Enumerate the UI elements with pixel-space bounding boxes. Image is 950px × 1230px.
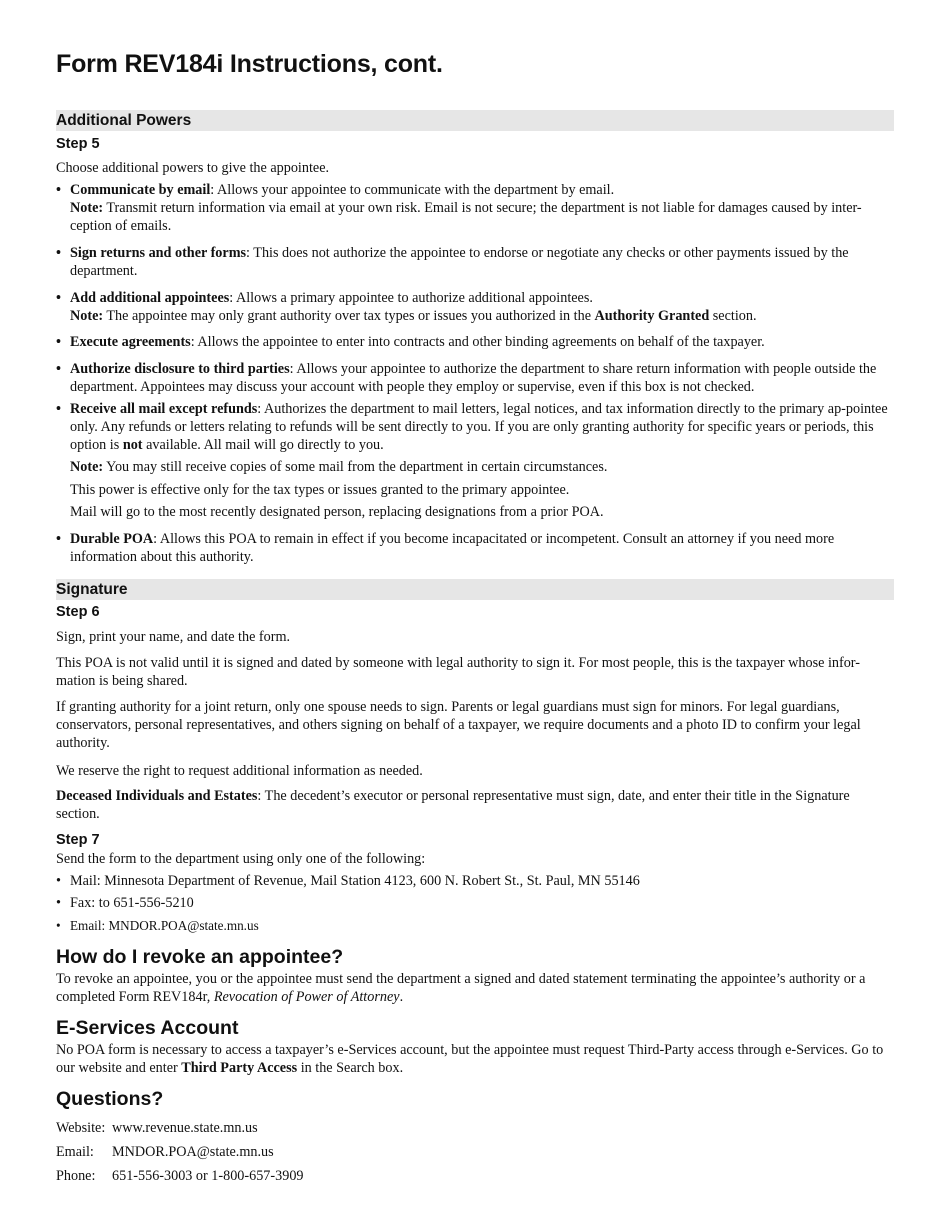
text-end: in the Search box. bbox=[297, 1060, 404, 1076]
bullet: • bbox=[56, 895, 61, 911]
option-text: Email: MNDOR.POA@state.mn.us bbox=[70, 918, 259, 933]
desc: : Allows your appointee to authorize the department to share return information with people outside the department. Appointees may discuss your account with people they employ or supervise, even if this box is not checked. bbox=[70, 361, 877, 395]
desc-end: available. All mail will go directly to you. bbox=[142, 437, 384, 453]
step-7-label: Step 7 bbox=[56, 832, 100, 848]
deceased-paragraph bbox=[56, 787, 896, 823]
option-text: Fax: to 651-556-5210 bbox=[70, 895, 194, 911]
signature-p4: We reserve the right to request additional information as needed. bbox=[56, 763, 423, 779]
text: To revoke an appointee, you or the appointee must send the department a signed and dated statement terminating the appointee’s authority or a completed Form REV184r, bbox=[56, 971, 866, 1005]
note: Transmit return information via email at your own risk. Email is not secure; the department is not liable for damages caused by inter-ception of emails. bbox=[70, 200, 862, 234]
contact-website bbox=[56, 1119, 258, 1137]
option-text: Mail: Minnesota Department of Revenue, Mail Station 4123, 600 N. Robert St., St. Paul, MN 55146 bbox=[70, 873, 640, 889]
term: Durable POA bbox=[70, 531, 154, 547]
term: Receive all mail except refunds bbox=[70, 401, 258, 417]
email-link[interactable]: MNDOR.POA@state.mn.us bbox=[112, 1144, 274, 1160]
form-title: Revocation of Power of Attorney bbox=[213, 989, 400, 1005]
step-6-label: Step 6 bbox=[56, 604, 100, 620]
list-item-email bbox=[56, 181, 896, 235]
contact-label: Website: bbox=[56, 1120, 106, 1136]
send-option-mail bbox=[56, 872, 896, 890]
revoke-heading: How do I revoke an appointee? bbox=[56, 946, 344, 968]
note: The appointee may only grant authority over tax types or issues you authorized in the bbox=[103, 308, 595, 324]
list-item-disclose bbox=[56, 360, 896, 396]
note-end: section. bbox=[709, 308, 757, 324]
term: Add additional appointees bbox=[70, 290, 230, 306]
list-item-sign bbox=[56, 244, 896, 280]
note: You may still receive copies of some mail from the department in certain circumstances. bbox=[103, 459, 608, 475]
desc-emphasis: not bbox=[122, 437, 143, 453]
bullet: • bbox=[56, 245, 61, 261]
eservices-heading: E-Services Account bbox=[56, 1017, 239, 1039]
note-emphasis: Authority Granted bbox=[594, 308, 710, 324]
section-header-additional-powers: Additional Powers bbox=[56, 110, 894, 131]
eservices-text bbox=[56, 1041, 896, 1077]
list-item-mail bbox=[56, 400, 896, 454]
bullet: • bbox=[56, 401, 61, 417]
website-link[interactable]: www.revenue.state.mn.us bbox=[112, 1120, 258, 1136]
list-item-execute bbox=[56, 333, 896, 351]
questions-heading: Questions? bbox=[56, 1088, 164, 1110]
step-5-label: Step 5 bbox=[56, 136, 100, 152]
signature-p3: If granting authority for a joint return, only one spouse needs to sign. Parents or legal guardians must sign for minors. For legal guardians, conservators, personal representatives, and others signing on behalf of a taxpayer, we require documents and a photo ID to confirm your legal authority. bbox=[56, 699, 861, 751]
note-label: Note: bbox=[70, 459, 104, 475]
mail-note bbox=[70, 458, 896, 476]
list-item-durable bbox=[56, 530, 896, 566]
bullet: • bbox=[56, 182, 61, 198]
contact-email bbox=[56, 1143, 274, 1161]
bullet: • bbox=[56, 290, 61, 306]
bullet: • bbox=[56, 873, 61, 889]
desc: : Authorizes the department to mail letters, legal notices, and tax information directly to the primary ap-pointee only. Any refunds or letters relating to refunds will be sent directly to you. If you are only granting authority for specific years or periods, this option is bbox=[70, 401, 888, 453]
term: Authorize disclosure to third parties bbox=[70, 361, 290, 377]
term: Communicate by email bbox=[70, 182, 211, 198]
text: No POA form is necessary to access a taxpayer’s e-Services account, but the appointee must request Third-Party access through e-Services. Go to our website and enter bbox=[56, 1042, 884, 1076]
desc: : Allows your appointee to communicate with the department by email. bbox=[210, 182, 615, 198]
text-end: . bbox=[399, 989, 404, 1005]
contact-phone bbox=[56, 1167, 304, 1185]
revoke-text bbox=[56, 970, 896, 1006]
term: Execute agreements bbox=[70, 334, 191, 350]
note-label: Note: bbox=[70, 308, 104, 324]
desc: : The decedent’s executor or personal representative must sign, date, and enter their title in the Signature section. bbox=[56, 788, 850, 822]
page-title: Form REV184i Instructions, cont. bbox=[56, 50, 443, 78]
bullet: • bbox=[56, 334, 61, 350]
mail-line-3: Mail will go to the most recently designated person, replacing designations from a prior POA. bbox=[70, 504, 604, 520]
term: Deceased Individuals and Estates bbox=[56, 788, 258, 804]
step-5-intro: Choose additional powers to give the appointee. bbox=[56, 160, 330, 176]
desc: : Allows a primary appointee to authorize additional appointees. bbox=[229, 290, 593, 306]
desc: : This does not authorize the appointee to endorse or negotiate any checks or other payments issued by the department. bbox=[70, 245, 849, 279]
text-emphasis: Third Party Access bbox=[181, 1060, 298, 1076]
bullet: • bbox=[56, 531, 61, 547]
section-header-signature: Signature bbox=[56, 579, 894, 600]
contact-label: Email: bbox=[56, 1144, 94, 1160]
bullet: • bbox=[56, 361, 61, 377]
step-7-intro: Send the form to the department using only one of the following: bbox=[56, 851, 426, 867]
list-item-add bbox=[56, 289, 896, 325]
desc: : Allows the appointee to enter into contracts and other binding agreements on behalf of the taxpayer. bbox=[190, 334, 765, 350]
send-option-fax bbox=[56, 894, 896, 912]
term: Sign returns and other forms bbox=[70, 245, 247, 261]
mail-line-2: This power is effective only for the tax types or issues granted to the primary appointee. bbox=[70, 482, 570, 498]
signature-p2: This POA is not valid until it is signed and dated by someone with legal authority to sign it. For most people, this is the taxpayer whose infor-mation is being shared. bbox=[56, 655, 860, 689]
note-label: Note: bbox=[70, 200, 104, 216]
bullet: • bbox=[56, 918, 61, 933]
phone-number: 651-556-3003 or 1-800-657-3909 bbox=[112, 1168, 304, 1184]
desc: : Allows this POA to remain in effect if you become incapacitated or incompetent. Consult an attorney if you need more information about this authority. bbox=[70, 531, 835, 565]
contact-label: Phone: bbox=[56, 1168, 96, 1184]
send-option-email bbox=[56, 917, 896, 935]
signature-p1: Sign, print your name, and date the form. bbox=[56, 629, 291, 645]
